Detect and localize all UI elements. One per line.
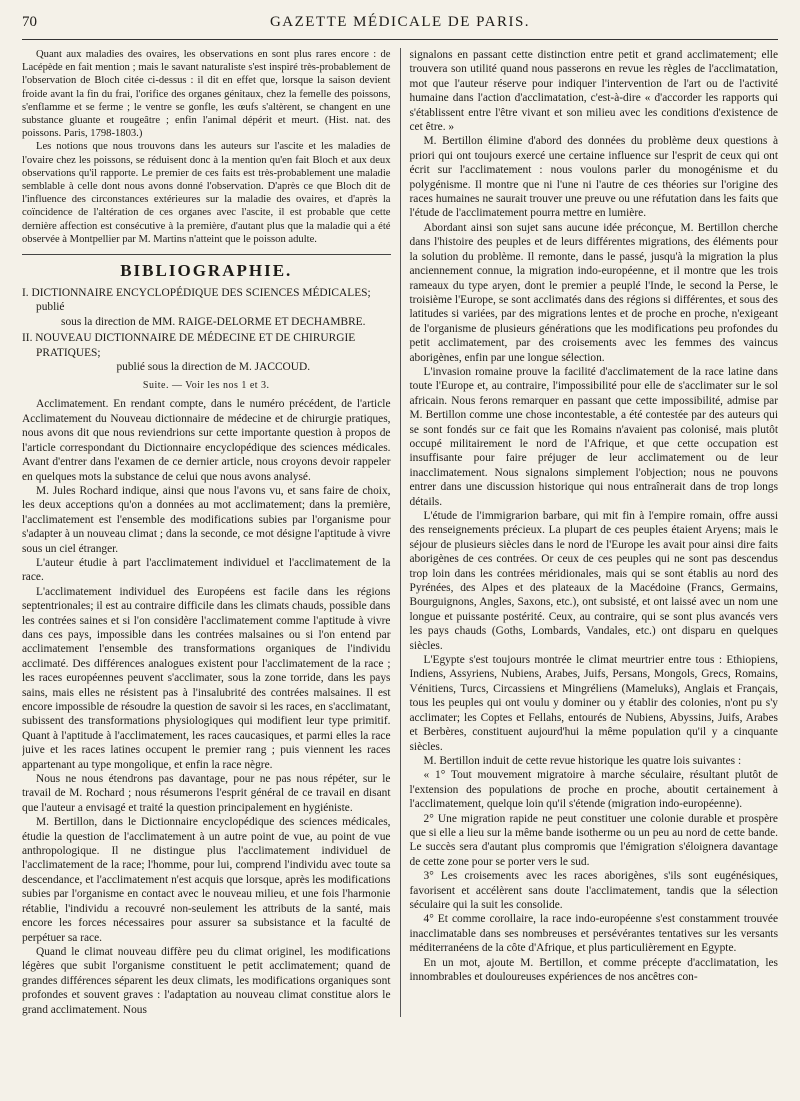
section-title: BIBLIOGRAPHIE.: [120, 261, 293, 281]
page-header: [22, 14, 778, 40]
paragraph: 2° Une migration rapide ne peut constituer une colonie durable et prospère que si elle a lieu sur la même bande isotherme ou un peu au nord de cette bande. Le succès sera d'autant plus compromis que l'émigration s'éloignera davantage de cette zone pour se porter vers le sud.: [409, 812, 778, 868]
entry-editors: sous la direction de MM. RAIGE-DELORME ET DECHAMBRE.: [61, 315, 366, 328]
paragraph: L'invasion romaine prouve la facilité d'acclimatement de la race latine dans toute l'Europe et, au contraire, l'impossibilité pour elle de s'acclimater sur le sol africain. Nous ferons remarquer en passant que cette impossibilité, admise par M. Bertillon comme une chose incontestable, a été contestée par des auteurs qui se sont fondés sur ce fait que les Romains n'avaient pas colonisé, mais plutôt occupé militairement le nord de l'Afrique, et que cette occupation est insuffisante pour faire préjuger de leur acclimatement ou de leur inacclimatement. Nous signalons simplement l'objection; nous ne pouvons entrer dans une discussion historique qui nous entraînerait dans de trop longs détails.: [409, 365, 778, 508]
paragraph: M. Bertillon élimine d'abord des données du problème deux questions à priori qui ont toujours exercé une certaine influence sur l'esprit de ceux qui ont écrit sur l'acclimatement : nous voulons parler du monogénisme et du polygénisme. Il montre que ni l'une ni l'autre de ces théories sur l'origine des races humaines ne saurait trouver une preuve ou une réfutation dans les faits que l'étude de l'acclimatement pourra mettre en lumière.: [409, 135, 778, 220]
paragraph: M. Jules Rochard indique, ainsi que nous l'avons vu, et sans faire de choix, les deux acceptions qu'on a données au mot acclimatement; dans la première, l'acclimatement est l'ensemble des modifications subies par l'organisme pour s'adapter à un nouveau climat ; dans la seconde, ce mot désigne l'aptitude à vivre sous un ciel étranger.: [22, 484, 391, 555]
page-number: 70: [22, 14, 37, 30]
entry-editors: publié sous la direction de M. JACCOUD.: [116, 361, 311, 374]
paragraph: signalons en passant cette distinction entre petit et grand acclimatement; elle trouvera son utilité quand nous passerons en revue les règles de l'acclimatation, mot que l'auteur réserve pour indiquer l'intervention de l'art ou de l'activité humaine dans l'action d'acclimatation, c'est-à-dire « d'accorder les rapports qui s'établissent entre l'être vivant et son milieu avec les conditions d'existence de cet être. »: [409, 49, 778, 134]
paragraph: 3° Les croisements avec les races aborigènes, s'ils sont eugénésiques, favorisent et accélèrent sans doute l'acclimatement, tandis que la sélection séculaire qui la suit les consolide.: [409, 870, 778, 911]
section-divider: [22, 254, 391, 255]
paragraph: « 1° Tout mouvement migratoire à marche séculaire, résultant plutôt de l'extension des populations de proche en proche, aboutit certainement à l'acclimatement, quelque loin qu'il s'étende (migration indo-européenne).: [409, 769, 778, 811]
paragraph: Nous ne nous étendrons pas davantage, pour ne pas nous répéter, sur le travail de M. Rochard ; nous résumerons l'esprit général de ce travail en disant que l'auteur a envisagé et traité la question principalement en hygiéniste.: [22, 773, 391, 814]
paragraph: L'étude de l'immigrarion barbare, qui mit fin à l'empire romain, offre aussi des renseignements précieux. La plupart de ces peuples étaient Aryens; mais le séjour de plusieurs siècles dans le nord de l'Europe les avait pour ainsi dire faits aborigènes de ces contrées. Or ceux de ces peuples qui ne sont pas descendus trop loin dans les contrées méridionales, mais qui se sont établis au nord des Pyrénées, des Alpes et des plateaux de la Macédoine (Francs, Germains, Bourguignons, Angles, Saxons, etc.), ont subsisté, et ont laissé avec un nom une longue et puissante postérité. Ceux, au contraire, qui se sont plus avancés vers les pays chauds (Goths, Lombards, Vandales, etc.) ont disparu en quelques siècles.: [409, 510, 778, 652]
journal-title: GAZETTE MÉDICALE DE PARIS.: [269, 14, 531, 30]
continuation-note: Suite. — Voir les nos 1 et 3.: [142, 380, 270, 392]
text-columns: [22, 48, 778, 1017]
paragraph: L'auteur étudie à part l'acclimatement individuel et l'acclimatement de la race.: [22, 556, 391, 584]
paragraph: Acclimatement. En rendant compte, dans le numéro précédent, de l'article Acclimatement du Nouveau dictionnaire de médecine et de chirurgie pratiques, nous avons dit que nous reviendrions sur cette importante question à propos de l'article correspondant du Dictionnaire encyclopédique des sciences médicales. Avant d'entrer dans l'examen de ce dernier article, nous croyons devoir rappeler en quelques mots la substance de celui que nous avons analysé.: [22, 398, 391, 483]
entry-title: II. NOUVEAU DICTIONNAIRE DE MÉDECINE ET DE CHIRURGIE PRATIQUES;: [22, 332, 356, 359]
paragraph: M. Bertillon, dans le Dictionnaire encyclopédique des sciences médicales, étudie la question de l'acclimatement à un autre point de vue, au point de vue anthropologique. Il ne distingue plus l'acclimatement individuel de l'acclimatement de la race; l'homme, pour lui, comprend l'individu avec toute sa descendance, et l'acclimatement n'est acquis que lorsque, après les modifications subies par l'organisme en contact avec le nouveau milieu, et une fois l'harmonie rétablie, l'individu a recouvré non-seulement les attributs de la santé, mais encore les forces nécessaires pour assurer sa subsistance et la faculté de perpétuer sa race.: [22, 816, 391, 944]
bibliography-entry: [22, 331, 391, 374]
entry-title: I. DICTIONNAIRE ENCYCLOPÉDIQUE DES SCIENCES MÉDICALES; publié: [22, 287, 371, 314]
paragraph: Quand le climat nouveau diffère peu du climat originel, les modifications légères que subit l'organisme constituent le petit acclimatement; quand de grandes différences séparent les deux climats, les modifications organiques sont profondes et souvent graves : l'adaptation au nouveau climat constitue alors le grand acclimatement. Nous: [22, 945, 391, 1016]
bibliography-entry: [22, 286, 391, 329]
paragraph: En un mot, ajoute M. Bertillon, et comme précepte d'acclimatation, les innombrables et douloureuses expériences de nos ancêtres con-: [409, 956, 778, 983]
paragraph: Quant aux maladies des ovaires, les observations en sont plus rares encore : de Lacépède en fait mention ; mais le savant naturaliste s'est inspiré très-probablement de l'observation de Bloch citée ci-dessus : il dit en effet que, lorsque la saison devient froide avant la fin du frai, l'orifice des organes génitaux, chez la femelle des poissons, s'enflamme et se ferme ; le ventre se gonfle, les œufs s'altèrent, se changent en une substance gluante et rougeâtre ; enfin l'animal dépérit et meurt. (Hist. nat. des poissons. Paris, 1798-1803.): [22, 49, 391, 140]
paragraph: 4° Et comme corollaire, la race indo-européenne s'est constamment trouvée inacclimatable dans ses nombreuses et persévérantes tentatives sur les versants méditerranéens de la côte d'Afrique, et plus particulièrement en Egypte.: [409, 913, 778, 955]
right-column: [401, 48, 779, 1017]
paragraph: Abordant ainsi son sujet sans aucune idée préconçue, M. Bertillon cherche dans l'histoire des peuples et de leurs différentes migrations, des éléments pour la solution du problème. Il remonte, dans le passé, jusqu'à la migration la plus anciennement connue, la migration indo-européenne, et il montre que les trois rameaux du type aryen, dont le premier a peuplé l'Inde, le second la Perse, le troisième l'Europe, se sont acclimatés dans des régions si différentes, et sous des latitudes si variées, par des migrations lentes et de proche en proche, n'exigeant de l'organisme de plusieurs générations que les modifications peu profondes du petit acclimatement, par des croisements avec les femmes des vaincus aborigènes, enfin par une longue sélection.: [409, 221, 778, 364]
paragraph: Les notions que nous trouvons dans les auteurs sur l'ascite et les maladies de l'ovaire chez les poissons, se réduisent donc à la mention qu'en fait Bloch et aux deux observations qu'il rapporte. Le premier de ces faits est très-probablement une maladie semblable à celle dont nous avons donné l'observation. D'après ce que Bloch dit de l'influence des circonstances extérieures sur la maladie des ovaires, et d'après la coïncidence de l'altération de ces organes avec l'ascite, il est probable que cette dernière affection est consécutive à la première, d'autant plus que la maladie qui a été observée à Montpellier par M. Martins n'atteint que le poisson adulte.: [22, 141, 391, 245]
left-column: [22, 48, 401, 1017]
paragraph: M. Bertillon induit de cette revue historique les quatre lois suivantes :: [423, 754, 742, 767]
paragraph: L'acclimatement individuel des Européens est facile dans les régions septentrionales; il est au contraire difficile dans les climats chauds, possible dans les contrées saines et si l'on considère l'acclimatement comme l'aptitude à vivre dans ces pays, impossible dans les contrées malsaines ou si l'on entend par acclimatement l'ensemble des transformations organiques de l'individu acclimaté. Des différences analogues existent pour l'acclimatement de la race ; les races européennes peuvent s'acclimater, sous la zone torride, dans les pays sains, mais elles ne résistent pas à l'insalubrité des contrées malsaines. Il est encore impossible de résoudre la question de savoir si les races, en s'acclimatant, subissent des transformations physiologiques qui modifient leur type primitif. Quant à l'aptitude à l'acclimatement, les races caucasiques, et parmi elles la race juive et les races latines occupent le premier rang ; puis viennent les races appartenant au type mongolique, et enfin la race nègre.: [22, 585, 391, 771]
paragraph: L'Egypte s'est toujours montrée le climat meurtrier entre tous : Ethiopiens, Indiens, Assyriens, Nubiens, Arabes, Juifs, Persans, Mongols, Grecs, Romains, Vénitiens, Turcs, Circassiens et Mingréliens (Mameluks), Anglais et Français, tous les peuples qui ont voulu y dominer ou y établir des colonies, n'ont pu s'y acclimater; les Coptes et Fellahs, entourés de Nubiens, Abyssins, Juifs, Arabes et Berbères, constituent aujourd'hui la même population qu'il y a cinquante siècles.: [409, 654, 778, 753]
